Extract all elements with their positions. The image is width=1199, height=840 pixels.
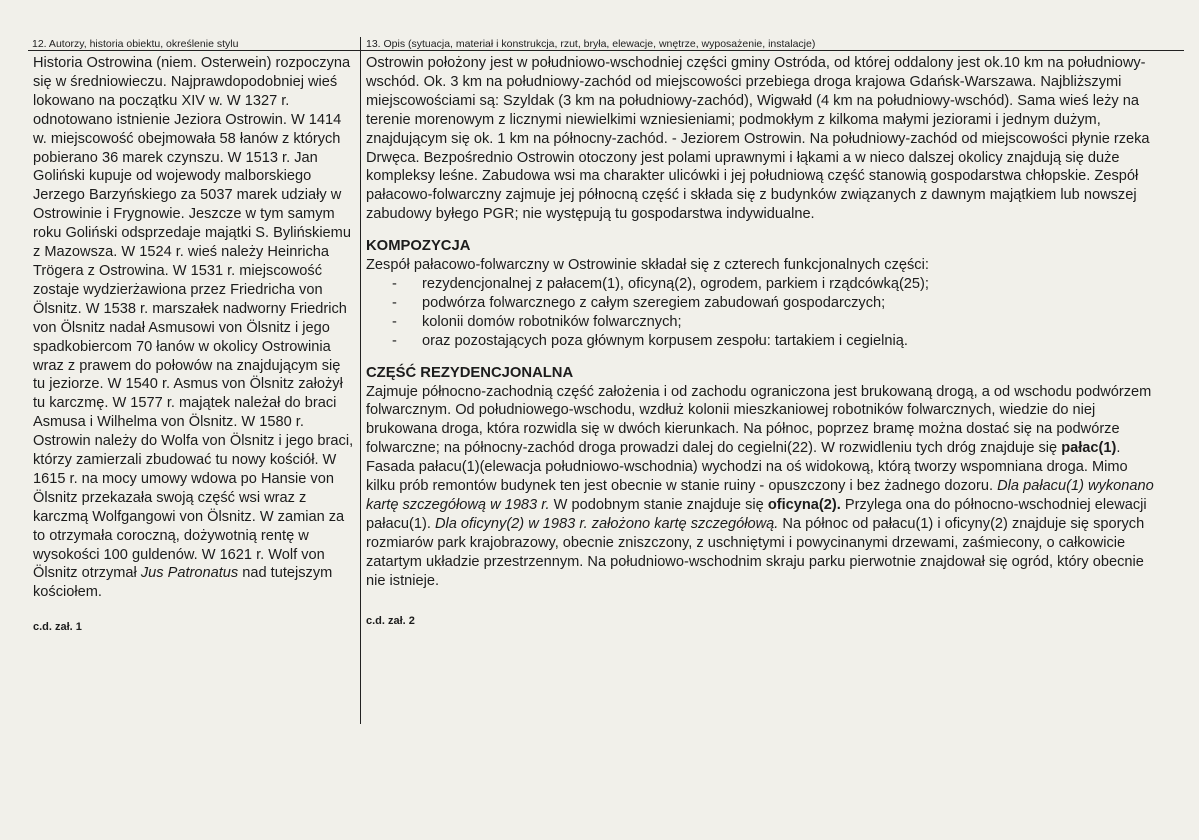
- palac-card-note: Dla pałacu(1) wykonano kartę szczegółową w 1983 r.: [366, 478, 1154, 513]
- kompozycja-list: [366, 275, 1156, 351]
- kompozycja-text: Zespół pałacowo-folwarczny w Ostrowinie składał się z czterech funkcjonalnych części:: [366, 257, 929, 274]
- description-column: [366, 54, 1156, 631]
- rezydencjonalna-heading: CZĘŚĆ REZYDENCJONALNA: [366, 364, 574, 381]
- palac-bold: pałac(1): [1061, 440, 1117, 457]
- rezydencjonalna-text: Zajmuje północno-zachodnią część założenia i od zachodu ograniczona jest brukowaną drogą, a od wschodu podwórzem folwarcznym. Od południowego-wschodu, wzdłuż kolonii mieszkaniowej robotników folwarcznych, wiedzie do niej brukowana droga, która rozwidla się w dwóch kierunkach. Na północ, poprzez bramę można dostać się na podwórze folwarczne; na północny-zachód droga prowadzi dalej do cegielni(22). W rozwidleniu tych dróg znajduje się pałac(1). Fasada pałacu(1)(elewacja południowo-wschodnia) wychodzi na oś widokową, którą tworzy wspomniana droga. Mimo kilku prób remontów budynek ten jest obecnie w stanie ruiny - opuszczony i bez żadnego dozoru. Dla pałacu(1) wykonano kartę szczegółową w 1983 r. W podobnym stanie znajduje się oficyna(2). Przylega ona do północno-wschodniej elewacji pałacu(1). Dla oficyny(2) w 1983 r. założono kartę szczegółową. Na północ od pałacu(1) i oficyny(2) znajduje się sporych rozmiarów park krajobrazowy, obecnie zniszczony, z uschniętymi i powycinanymi drzewami, zaśmiecony, o całkowicie zatartym układzie przestrzennym. Na południowo-wschodnim skraju parku pierwotnie znajdował się ogród, który obecnie nie istnieje.: [366, 383, 1154, 589]
- history-column: [33, 54, 355, 637]
- oficyna-card-note: Dla oficyny(2) w 1983 r. założono kartę szczegółową.: [434, 515, 779, 532]
- list-item: - oraz pozostających poza głównym korpusem zespołu: tartakiem i cegielnią.: [366, 332, 1156, 351]
- oficyna-bold: oficyna(2).: [767, 496, 841, 513]
- section-13-header: 13. Opis (sytuacja, materiał i konstrukcja, rzut, bryła, elewacje, wnętrze, wyposażenie, instalacje): [366, 38, 816, 50]
- column-divider: [360, 37, 361, 724]
- continuation-note-1: c.d. zał. 1: [33, 621, 82, 634]
- intro-paragraph: Ostrowin położony jest w południowo-wschodniej części gminy Ostróda, od której oddalony jest ok.10 km na południowy-wschód. Ok. 3 km na południowy-zachód od miejscowości przebiega droga krajowa Gdańsk-Warszawa. Najbliższymi miejscowościami są: Szyldak (3 km na południowy-zachód), Wigwałd (4 km na południowy-wschód). Sama wieś leży na terenie morenowym z licznymi niewielkimi wzniesieniami; podmokłym z kilkoma małymi jeziorami i jednym dużym, znajdującym się ok. 1 km na północny-zachód. - Jeziorem Ostrowin. Na południowy-zachód od miejscowości płynie rzeka Drwęca. Bezpośrednio Ostrowin otoczony jest polami uprawnymi i łąkami a w nieco dalszej okolicy znajdują się duże kompleksy leśne. Zabudowa wsi ma charakter ulicówki i jej południową część stanowią gospodarstwa chłopskie. Zespół pałacowo-folwarczny zajmuje jej północną część i składa się z budynków związanych z dawnym majątkiem lub nowszej zabudowy byłego PGR; nie występują tu gospodarstwa indywidualne.: [366, 55, 1150, 223]
- kompozycja-heading: KOMPOZYCJA: [366, 238, 471, 255]
- header-rule: [28, 50, 1184, 51]
- list-item: - rezydencjonalnej z pałacem(1), oficyną(2), ogrodem, parkiem i rządcówką(25);: [366, 275, 1156, 294]
- history-text-main: Historia Ostrowina (niem. Osterwein) rozpoczyna się w średniowieczu. Najprawdopodobniej wieś lokowano na początku XIV w. W 1327 r. odnotowano istnienie Jeziora Ostrowin. W 1414 w. miejscowość obejmowała 58 łanów z których pobierano 36 marek czynszu. W 1513 r. Jan Goliński kupuje od wojewody malborskiego Jerzego Barzyńskiego za 5037 marek udziały w Ostrowinie i Frygnowie. Jeszcze w tym samym roku Goliński odsprzedaje majątki S. Bylińskiemu z Mazowsza. W 1524 r. wieś należy Heinricha Trögera z Ostrowina. W 1531 r. miejscowość zostaje wydzierżawiona przez Friedricha von Ölsnitz. W 1538 r. marszałek nadworny Friedrich von Ölsnitz nadał Asmusowi von Ölsnitz i jego spadkobiercom 70 łanów w okolicy Ostrowinia wraz z prawem do połowów na znajdującym się tu jeziorze. W 1540 r. Asmus von Ölsnitz założył tu karczmę. W 1577 r. majątek należał do braci Asmusa i Wilhelma von Ölsnitz. W 1580 r. Ostrowin należy do Wolfa von Ölsnitz i jego braci, którzy zamierzali zbudować tu nowy kościół. W 1615 r. na mocy umowy wdowa po Hansie von Ölsnitz przekazała swoją część wsi wraz z karczmą Wolfgangowi von Ölsnitz. W zamian za to otrzymała coroczną, dożywotnią rentę w wysokości 100 guldenów. W 1621 r. Wolf von Ölsnitz otrzymał: [33, 55, 354, 582]
- list-item: - kolonii domów robotników folwarcznych;: [366, 313, 1156, 332]
- history-text: [33, 54, 355, 602]
- list-item: - podwórza folwarcznego z całym szeregiem zabudowań gospodarczych;: [366, 294, 1156, 313]
- jus-patronatus: Jus Patronatus: [140, 565, 239, 582]
- continuation-note-2: c.d. zał. 2: [366, 615, 415, 628]
- history-text-end: nad tutejszym kościołem.: [33, 565, 333, 601]
- section-12-header: 12. Autorzy, historia obiektu, określenie stylu: [32, 38, 239, 50]
